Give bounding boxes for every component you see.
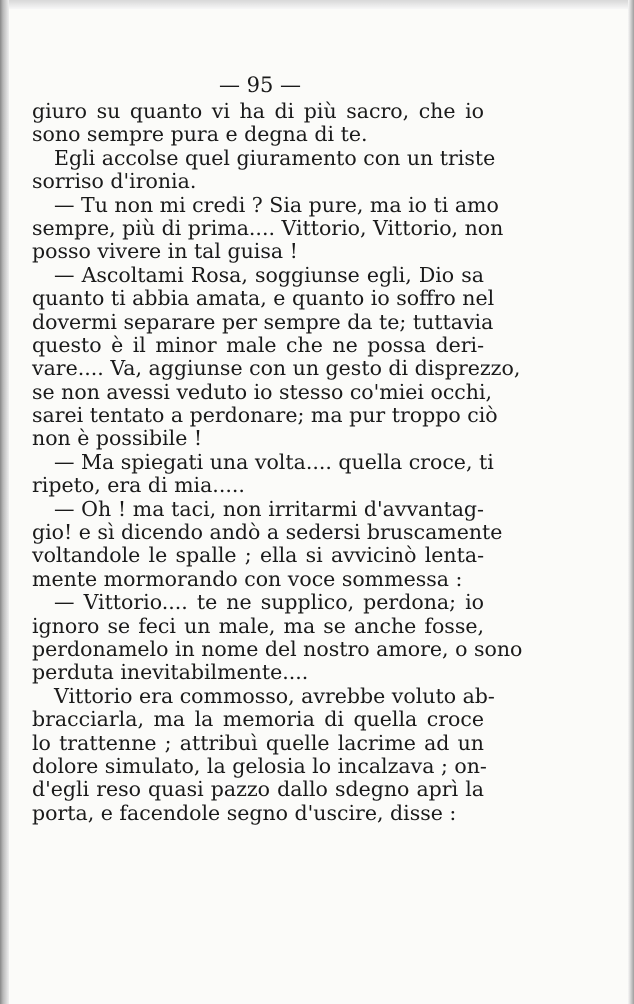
text-line: — Oh ! ma taci, non irritarmi d'avvantag- (54, 496, 484, 521)
text-line: lo trattenne ; attribuì quelle lacrime ad un (32, 730, 484, 755)
text-line: sorriso d'ironia. (32, 169, 197, 194)
text-line: — Ma spiegati una volta.... quella croce, ti (54, 449, 494, 474)
text-line: gio! e sì dicendo andò a sedersi bruscamente (32, 520, 503, 545)
text-line: perdonamelo in nome del nostro amore, o sono (32, 636, 523, 661)
text-line: sempre, più di prima.... Vittorio, Vittorio, non (32, 215, 504, 240)
text-line: mente mormorando con voce sommessa : (32, 566, 463, 591)
text-line: dovermi separare per sempre da te; tuttavia (32, 309, 494, 334)
text-line: se non avessi veduto io stesso co'miei occhi, (32, 379, 493, 404)
page-number: — 95 — (218, 73, 302, 97)
text-line: porta, e facendole segno d'uscire, disse : (32, 800, 457, 825)
text-line: Egli accolse quel giuramento con un triste (54, 145, 496, 170)
text-line: non è possibile ! (32, 426, 203, 451)
page-top-edge (0, 0, 634, 9)
text-line: — Tu non mi credi ? Sia pure, ma io ti amo (54, 192, 499, 217)
text-line: dolore simulato, la gelosia lo incalzava ; on- (32, 753, 487, 778)
text-line: — Vittorio.... te ne supplico, perdona; io (54, 590, 484, 615)
text-line: ignoro se feci un male, ma se anche fosse, (32, 613, 484, 638)
text-line: ripeto, era di mia..... (32, 473, 245, 498)
page-right-edge (628, 0, 634, 1004)
text-line: giuro su quanto vi ha di più sacro, che io (32, 99, 484, 123)
text-line: Vittorio era commosso, avrebbe voluto ab- (54, 683, 495, 708)
text-line: vare.... Va, aggiunse con un gesto di disprezzo, (32, 356, 521, 381)
text-line: perduta inevitabilmente.... (32, 660, 309, 685)
text-line: bracciarla, ma la memoria di quella croce (32, 707, 484, 732)
text-line: sarei tentato a perdonare; ma pur troppo ciò (32, 403, 498, 428)
text-line: quanto ti abbia amata, e quanto io soffro nel (32, 286, 495, 311)
text-line: voltandole le spalle ; ella si avvicinò lenta- (32, 543, 484, 568)
body-text (32, 99, 523, 825)
text-line: — Ascoltami Rosa, soggiunse egli, Dio sa (54, 262, 484, 287)
page-binding-edge (0, 0, 9, 1004)
text-line: d'egli reso quasi pazzo dallo sdegno aprì la (32, 777, 484, 802)
text-line: sono sempre pura e degna di te. (32, 122, 368, 147)
text-line: posso vivere in tal guisa ! (32, 239, 298, 264)
text-line: questo è il minor male che ne possa deri- (32, 332, 484, 357)
